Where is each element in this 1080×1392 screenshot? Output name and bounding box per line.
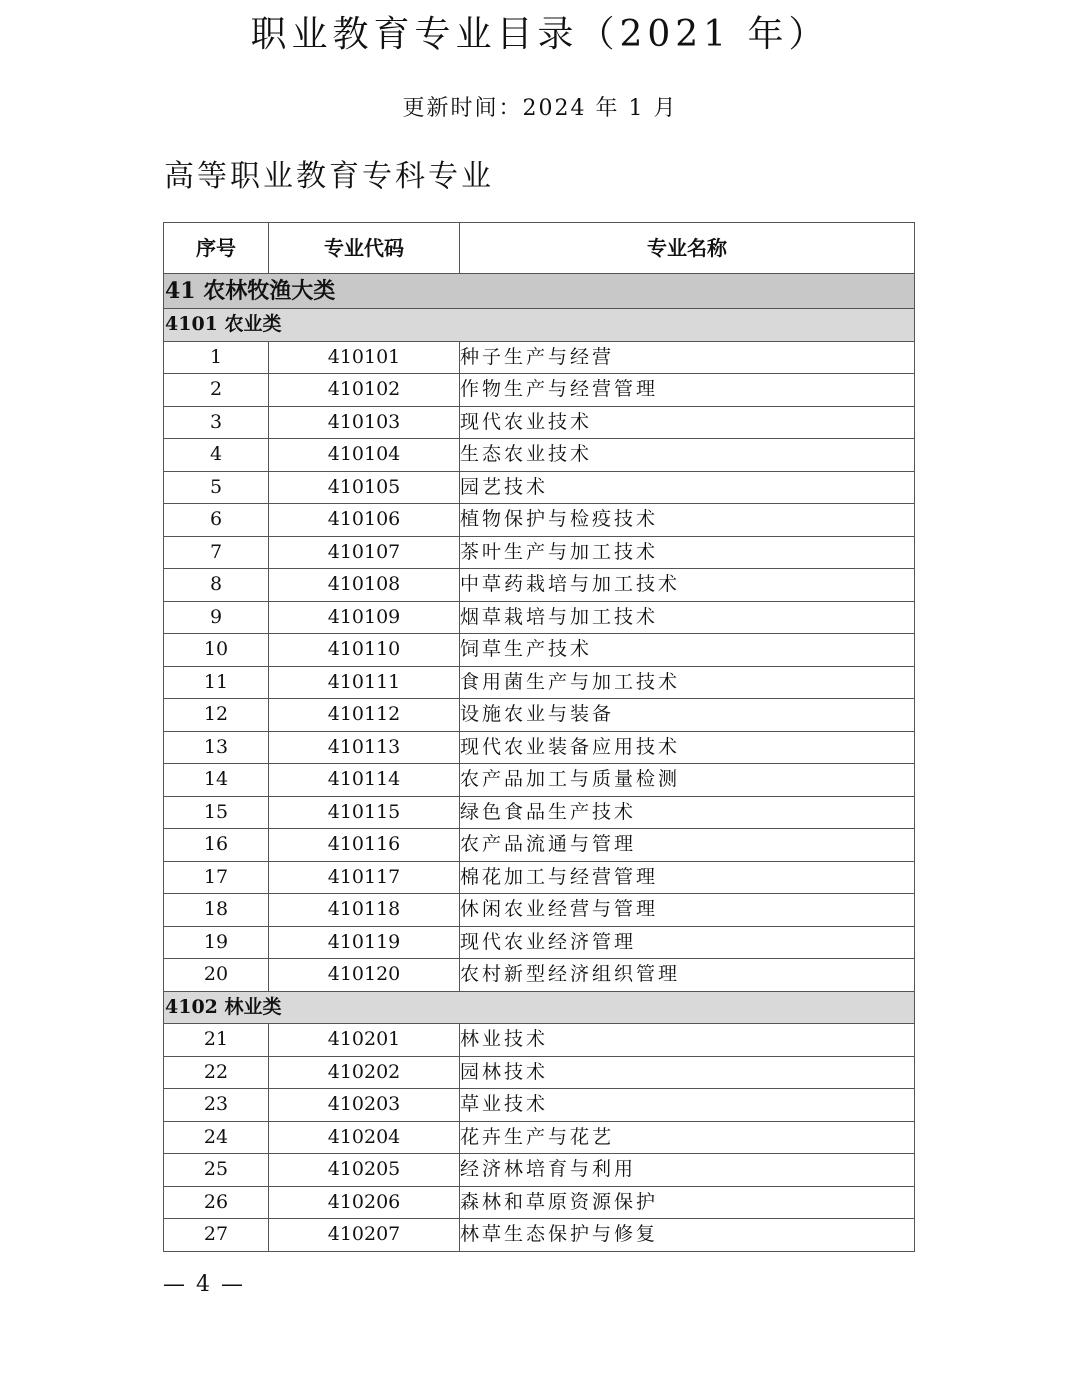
table-row: [164, 764, 915, 797]
row-code: 410105: [269, 471, 460, 504]
table-row: [164, 634, 915, 667]
row-code: 410111: [269, 666, 460, 699]
table-row: [164, 666, 915, 699]
row-name: 作物生产与经营管理: [460, 374, 915, 407]
row-code: 410116: [269, 829, 460, 862]
row-name: 食用菌生产与加工技术: [460, 666, 915, 699]
row-seq: 25: [164, 1154, 269, 1187]
table-header-row: [164, 223, 915, 274]
table-row: [164, 1154, 915, 1187]
row-seq: 15: [164, 796, 269, 829]
row-seq: 24: [164, 1121, 269, 1154]
row-seq: 22: [164, 1056, 269, 1089]
table-row: [164, 894, 915, 927]
row-code: 410203: [269, 1089, 460, 1122]
row-code: 410205: [269, 1154, 460, 1187]
document-title: 职业教育专业目录（2021 年）: [250, 14, 830, 55]
row-name: 绿色食品生产技术: [460, 796, 915, 829]
table-row: [164, 536, 915, 569]
table-row: [164, 341, 915, 374]
row-code: 410202: [269, 1056, 460, 1089]
row-code: 410109: [269, 601, 460, 634]
row-code: 410103: [269, 406, 460, 439]
table-row: [164, 504, 915, 537]
table-row: [164, 959, 915, 992]
row-code: 410120: [269, 959, 460, 992]
row-code: 410107: [269, 536, 460, 569]
row-name: 农产品加工与质量检测: [460, 764, 915, 797]
row-code: 410102: [269, 374, 460, 407]
row-name: 设施农业与装备: [460, 699, 915, 732]
row-name: 农村新型经济组织管理: [460, 959, 915, 992]
row-code: 410104: [269, 439, 460, 472]
table-row: [164, 829, 915, 862]
update-time: 更新时间：2024 年 1 月: [402, 96, 678, 121]
row-seq: 5: [164, 471, 269, 504]
row-seq: 2: [164, 374, 269, 407]
row-name: 森林和草原资源保护: [460, 1186, 915, 1219]
row-code: 410115: [269, 796, 460, 829]
row-seq: 19: [164, 926, 269, 959]
category-row: [164, 309, 915, 342]
row-code: 410108: [269, 569, 460, 602]
row-name: 林业技术: [460, 1024, 915, 1057]
row-code: 410101: [269, 341, 460, 374]
major-category-row: [164, 274, 915, 309]
table-row: [164, 731, 915, 764]
category-row: [164, 991, 915, 1024]
table-row: [164, 601, 915, 634]
row-name: 棉花加工与经营管理: [460, 861, 915, 894]
row-seq: 10: [164, 634, 269, 667]
row-name: 植物保护与检疫技术: [460, 504, 915, 537]
table-row: [164, 569, 915, 602]
row-name: 经济林培育与利用: [460, 1154, 915, 1187]
row-seq: 11: [164, 666, 269, 699]
row-code: 410106: [269, 504, 460, 537]
row-name: 农产品流通与管理: [460, 829, 915, 862]
row-name: 饲草生产技术: [460, 634, 915, 667]
header-seq: 序号: [164, 223, 269, 274]
major-category-label: 41 农林牧渔大类: [164, 274, 915, 309]
row-seq: 1: [164, 341, 269, 374]
row-seq: 4: [164, 439, 269, 472]
table-row: [164, 1219, 915, 1252]
row-seq: 21: [164, 1024, 269, 1057]
table-row: [164, 406, 915, 439]
row-code: 410206: [269, 1186, 460, 1219]
row-name: 现代农业装备应用技术: [460, 731, 915, 764]
table-row: [164, 699, 915, 732]
row-code: 410119: [269, 926, 460, 959]
row-name: 草业技术: [460, 1089, 915, 1122]
row-name: 烟草栽培与加工技术: [460, 601, 915, 634]
row-seq: 16: [164, 829, 269, 862]
table-row: [164, 1186, 915, 1219]
row-name: 林草生态保护与修复: [460, 1219, 915, 1252]
row-name: 现代农业技术: [460, 406, 915, 439]
row-seq: 27: [164, 1219, 269, 1252]
table-row: [164, 1024, 915, 1057]
header-code: 专业代码: [269, 223, 460, 274]
row-seq: 12: [164, 699, 269, 732]
row-seq: 3: [164, 406, 269, 439]
row-code: 410112: [269, 699, 460, 732]
table-row: [164, 861, 915, 894]
row-seq: 26: [164, 1186, 269, 1219]
row-code: 410201: [269, 1024, 460, 1057]
row-code: 410207: [269, 1219, 460, 1252]
row-seq: 20: [164, 959, 269, 992]
row-name: 茶叶生产与加工技术: [460, 536, 915, 569]
row-name: 花卉生产与花艺: [460, 1121, 915, 1154]
row-code: 410118: [269, 894, 460, 927]
table-row: [164, 926, 915, 959]
row-seq: 18: [164, 894, 269, 927]
row-seq: 17: [164, 861, 269, 894]
row-seq: 8: [164, 569, 269, 602]
row-name: 生态农业技术: [460, 439, 915, 472]
row-seq: 13: [164, 731, 269, 764]
page-number: — 4 —: [163, 1272, 245, 1297]
catalog-body: [164, 274, 915, 1252]
row-name: 种子生产与经营: [460, 341, 915, 374]
table-row: [164, 439, 915, 472]
row-name: 现代农业经济管理: [460, 926, 915, 959]
row-code: 410114: [269, 764, 460, 797]
catalog-table: [163, 222, 915, 1252]
row-code: 410117: [269, 861, 460, 894]
row-seq: 7: [164, 536, 269, 569]
category-label: 4102 林业类: [164, 991, 915, 1024]
header-name: 专业名称: [460, 223, 915, 274]
row-seq: 9: [164, 601, 269, 634]
category-label: 4101 农业类: [164, 309, 915, 342]
row-name: 园林技术: [460, 1056, 915, 1089]
table-row: [164, 796, 915, 829]
table-row: [164, 471, 915, 504]
row-name: 园艺技术: [460, 471, 915, 504]
row-name: 休闲农业经营与管理: [460, 894, 915, 927]
section-title: 高等职业教育专科专业: [164, 159, 494, 194]
table-row: [164, 1056, 915, 1089]
row-seq: 14: [164, 764, 269, 797]
row-seq: 6: [164, 504, 269, 537]
row-code: 410204: [269, 1121, 460, 1154]
row-name: 中草药栽培与加工技术: [460, 569, 915, 602]
row-code: 410113: [269, 731, 460, 764]
table-row: [164, 374, 915, 407]
table-row: [164, 1089, 915, 1122]
table-row: [164, 1121, 915, 1154]
row-code: 410110: [269, 634, 460, 667]
row-seq: 23: [164, 1089, 269, 1122]
